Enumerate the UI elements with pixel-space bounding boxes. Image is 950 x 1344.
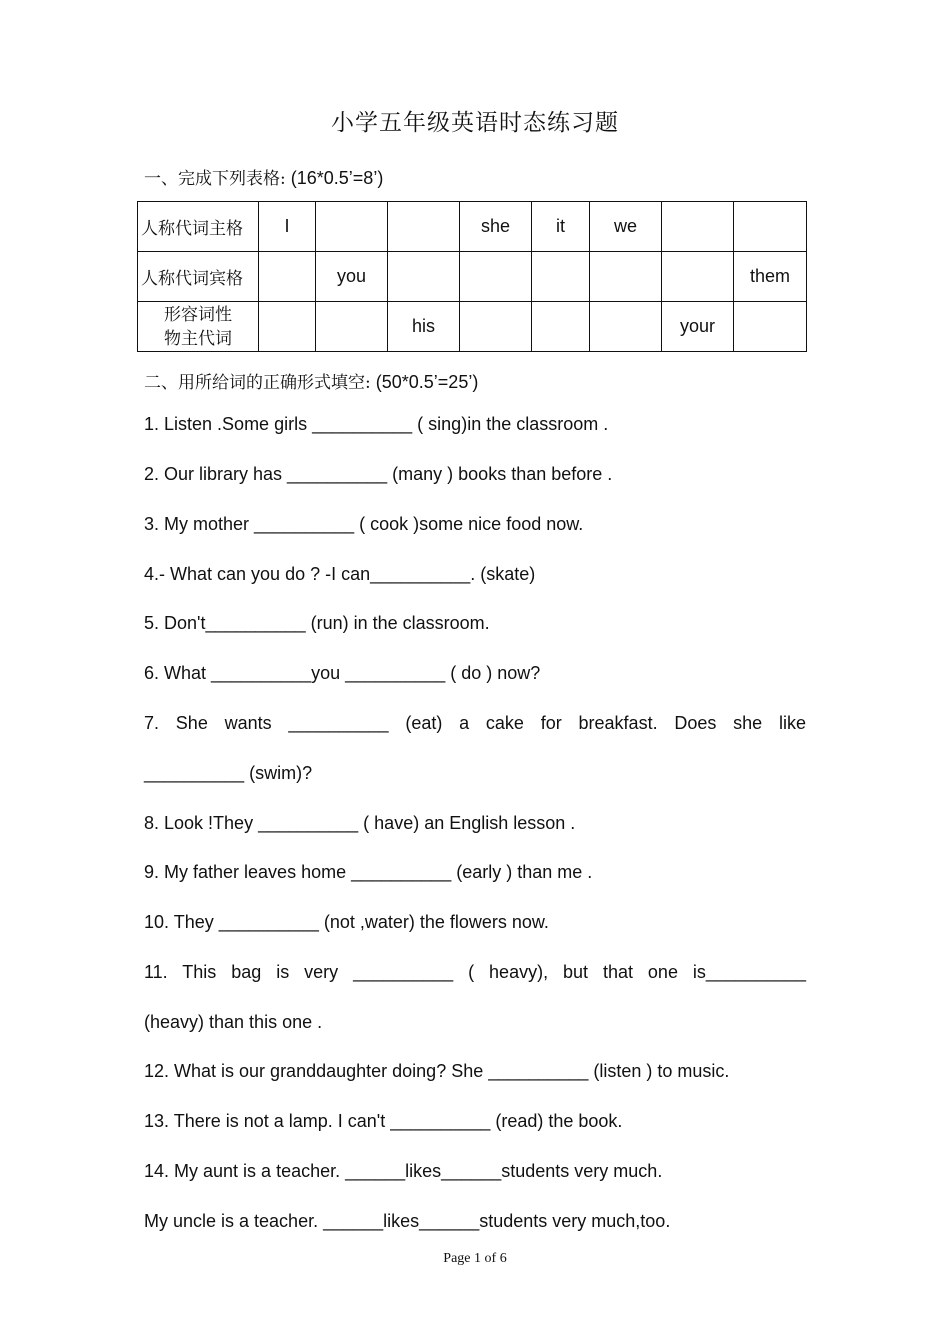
section-1-heading <box>144 164 383 189</box>
table-cell <box>734 202 807 252</box>
pronoun-table <box>137 201 807 352</box>
table-cell <box>259 302 316 352</box>
row-header-line: 物主代词 <box>164 328 232 349</box>
question-5: 5. Don't__________ (run) in the classroom. <box>144 613 490 633</box>
question-11: 11. This bag is very __________ ( heavy), but that one is__________ <box>144 962 806 982</box>
question-3: 3. My mother __________ ( cook )some nice food now. <box>144 514 584 534</box>
question-13: 13. There is not a lamp. I can't __________ (read) the book. <box>144 1111 623 1131</box>
question-11-continued: (heavy) than this one . <box>144 1012 323 1032</box>
table-row <box>138 302 807 352</box>
question-7: 7. She wants __________ (eat) a cake for breakfast. Does she like <box>144 713 806 733</box>
question-10: 10. They __________ (not ,water) the flowers now. <box>144 912 549 932</box>
footer-current-page: 1 <box>474 1251 482 1266</box>
table-cell <box>259 252 316 302</box>
question-14-continued: My uncle is a teacher. ______likes______students very much,too. <box>144 1211 671 1231</box>
table-cell <box>734 302 807 352</box>
table-cell: his <box>388 302 460 352</box>
table-cell: it <box>532 202 590 252</box>
question-2: 2. Our library has __________ (many ) books than before . <box>144 464 613 484</box>
row-header <box>138 302 259 352</box>
row-header: 人称代词主格 <box>138 202 259 252</box>
table-cell <box>460 302 532 352</box>
footer-page-label: Page <box>443 1251 471 1266</box>
question-8: 8. Look !They __________ ( have) an English lesson . <box>144 813 576 833</box>
section-1-label: 一、完成下列表格: <box>144 169 286 189</box>
table-cell <box>388 202 460 252</box>
section-1-score: (16*0.5’=8’) <box>290 168 384 188</box>
row-header-line: 形容词性 <box>164 304 232 325</box>
question-14: 14. My aunt is a teacher. ______likes______students very much. <box>144 1161 663 1181</box>
question-6: 6. What __________you __________ ( do ) now? <box>144 663 541 683</box>
page-footer <box>0 1251 950 1267</box>
table-cell <box>590 252 662 302</box>
question-9: 9. My father leaves home __________ (early ) than me . <box>144 862 593 882</box>
table-cell <box>532 302 590 352</box>
question-1: 1. Listen .Some girls __________ ( sing)in the classroom . <box>144 414 609 434</box>
table-row <box>138 252 807 302</box>
table-cell <box>532 252 590 302</box>
question-12: 12. What is our granddaughter doing? She __________ (listen ) to music. <box>144 1061 730 1081</box>
row-header: 人称代词宾格 <box>138 252 259 302</box>
table-cell: I <box>259 202 316 252</box>
table-cell <box>590 302 662 352</box>
table-cell: we <box>590 202 662 252</box>
table-cell <box>388 252 460 302</box>
table-cell <box>316 302 388 352</box>
table-cell: she <box>460 202 532 252</box>
page-title: 小学五年级英语时态练习题 <box>331 110 619 136</box>
table-row <box>138 202 807 252</box>
section-2-score: (50*0.5’=25’) <box>375 372 479 392</box>
table-cell <box>662 252 734 302</box>
table-cell: your <box>662 302 734 352</box>
question-7-continued: __________ (swim)? <box>144 763 313 783</box>
table-cell: you <box>316 252 388 302</box>
table-cell <box>662 202 734 252</box>
footer-total-pages: 6 <box>499 1251 507 1266</box>
section-2-heading <box>144 368 478 393</box>
table-cell: them <box>734 252 807 302</box>
question-4: 4.- What can you do ? -I can__________. (skate) <box>144 564 536 584</box>
table-cell <box>316 202 388 252</box>
section-2-label: 二、用所给词的正确形式填空: <box>144 373 371 393</box>
footer-of-label: of <box>484 1251 497 1266</box>
table-cell <box>460 252 532 302</box>
